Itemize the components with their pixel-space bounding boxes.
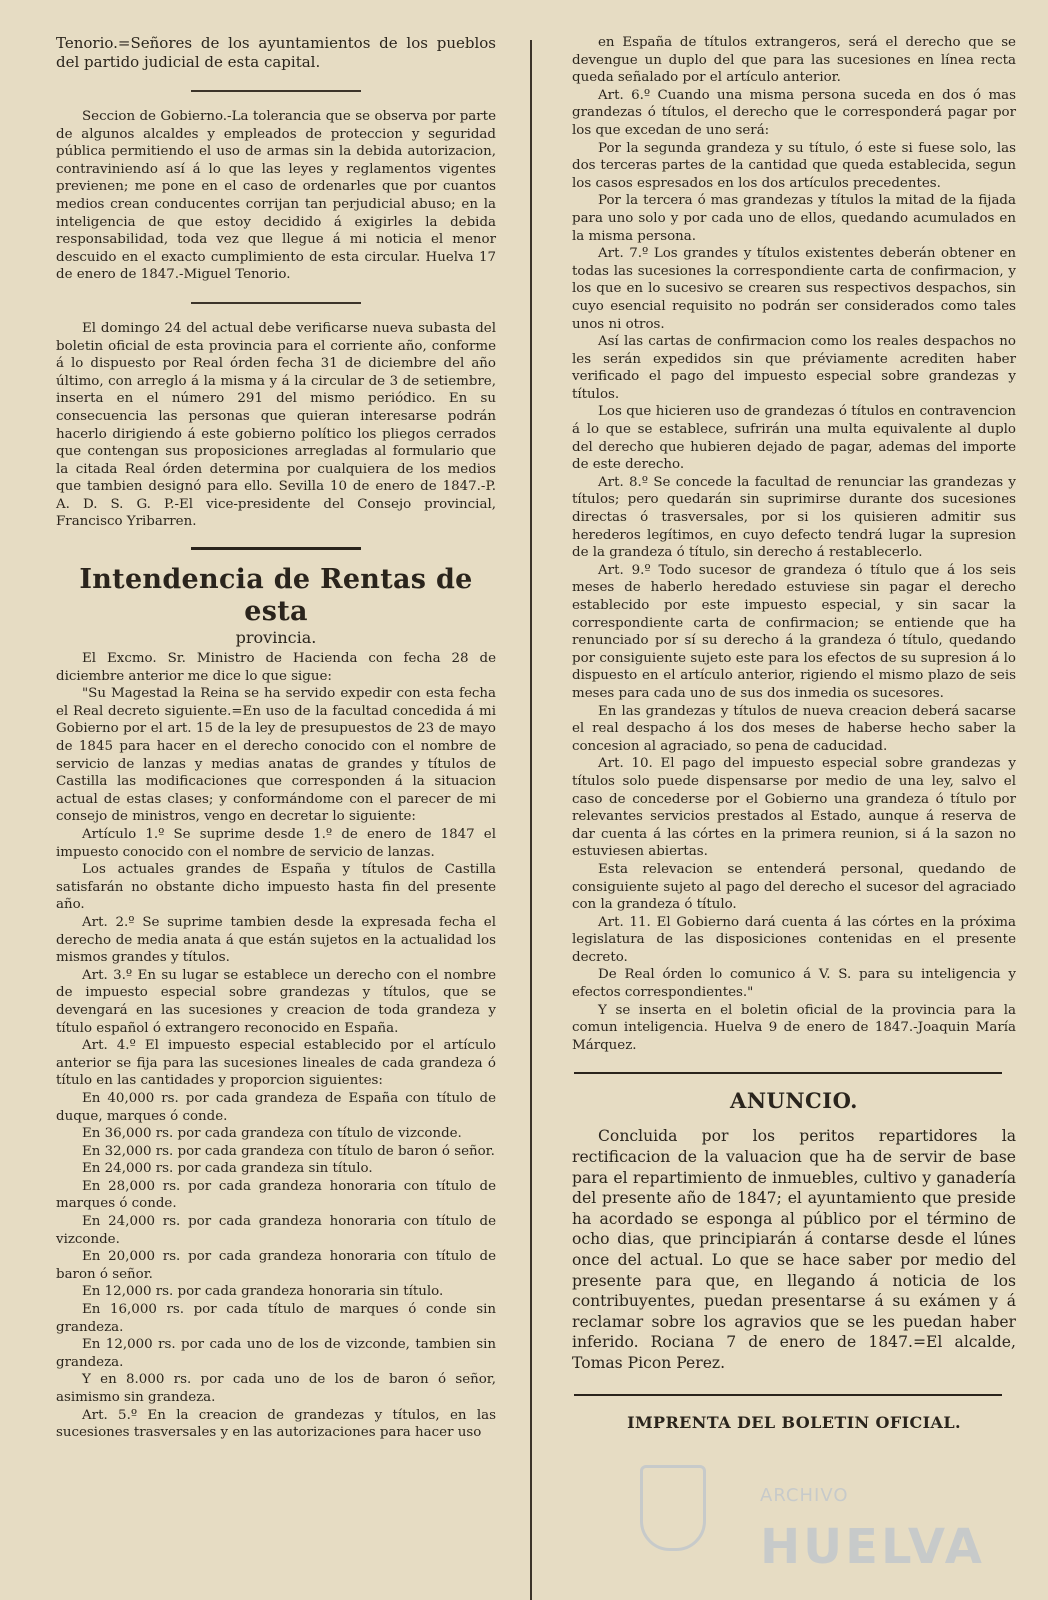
decree-continuation [572, 34, 1016, 1054]
separator-rule [191, 547, 361, 550]
intendencia-title: Intendencia de Rentas de esta [79, 564, 473, 628]
paragraph: Por la segunda grandeza y su título, ó este si fuese solo, las dos terceras partes de la cantidad que queda establecida, segun los casos espresados en los dos artículos precedentes. [572, 140, 1016, 191]
paragraph: En las grandezas y títulos de nueva creacion deberá sacarse el real despacho á los dos meses de haberse hecho saber la concesion al agraciado, so pena de caducidad. [572, 703, 1016, 754]
paragraph: Por la tercera ó mas grandezas y títulos la mitad de la fijada para uno solo y por cada uno de ellos, quedando acumulados en la misma persona. [572, 193, 1016, 244]
paragraph: El Excmo. Sr. Ministro de Hacienda con fecha 28 de diciembre anterior me dice lo que sigue: [56, 651, 496, 684]
paragraph: En 24,000 rs. por cada grandeza sin título. [82, 1161, 373, 1177]
left-column [56, 34, 496, 1580]
paragraph: En 32,000 rs. por cada grandeza con título de baron ó señor. [82, 1143, 495, 1159]
anuncio-text: Concluida por los peritos repartidores la rectificacion de la valuacion que ha de servir de base para el repartimiento de inmuebles, cultivo y ganadería del presente año de 1847; el ayuntamiento que preside ha acordado se esponga al público por el término de ocho dias, que principiarán á contarse desde el lúnes once del actual. Lo que se hace saber por medio del presente para que, en llegando á noticia de los contribuyentes, puedan presentarse á su exámen y á reclamar sobre los agravios que se les puedan haber inferido. Rociana 7 de enero de 1847.=El alcalde, Tomas Picon Perez. [572, 1127, 1016, 1372]
watermark-line2: HUELVA [760, 1519, 985, 1575]
separator-rule [191, 302, 361, 304]
paragraph: En 12,000 rs. por cada uno de los de vizconde, tambien sin grandeza. [56, 1337, 496, 1370]
paragraph: Art. 11. El Gobierno dará cuenta á las córtes en la próxima legislatura de las disposiciones contenidas en el presente decreto. [572, 914, 1016, 965]
paragraph: Art. 6.º Cuando una misma persona suceda en dos ó mas grandezas ó títulos, el derecho que le corresponderá pagar por los que excedan de uno será: [572, 87, 1016, 138]
seccion-gobierno-notice: Seccion de Gobierno.-La tolerancia que se observa por parte de algunos alcaldes y empleados de proteccion y seguridad pública permitiendo el uso de armas sin la debida autorizacion, contraviniendo así á lo que las leyes y reglamentos vigentes previenen; me pone en el caso de ordenarles que por cuantos medios crean conducentes corrijan tan perjudicial abuso; en la inteligencia de que estoy decidido á exigirles la debida responsabilidad, toda vez que llegue á mi noticia el menor descuido en el exacto cumplimiento de esta circular. Huelva 17 de enero de 1847.-Miguel Tenorio. [56, 109, 496, 283]
paragraph: Art. 8.º Se concede la facultad de renunciar las grandezas y títulos; pero quedarán sin suprimirse durante dos sucesiones directas ó trasversales, por si los quisieren admitir sus herederos legítimos, en cuyo defecto tendrá lugar la supresion de la grandeza ó título, sin derecho á restablecerlo. [572, 474, 1016, 561]
separator-rule [574, 1072, 1002, 1074]
imprenta-footer: IMPRENTA DEL BOLETIN OFICIAL. [627, 1412, 961, 1432]
paragraph: Art. 2.º Se suprime tambien desde la expresada fecha el derecho de media anata á que están sujetos en la actualidad los mismos grandes y títulos. [56, 914, 496, 966]
paragraph: En 20,000 rs. por cada grandeza honoraria con título de baron ó señor. [56, 1249, 496, 1282]
separator-rule [191, 90, 361, 92]
tenorio-intro: Tenorio.=Señores de los ayuntamientos de los pueblos del partido judicial de esta capital. [56, 34, 496, 71]
paragraph: Art. 4.º El impuesto especial establecido por el artículo anterior se fija para las sucesiones lineales de cada grandeza ó título en las cantidades y proporcion siguientes: [56, 1038, 496, 1089]
right-column [572, 34, 1016, 1580]
paragraph: En 12,000 rs. por cada grandeza honoraria sin título. [82, 1284, 444, 1300]
decree-paragraphs [56, 650, 496, 1442]
paragraph: En 28,000 rs. por cada grandeza honoraria con título de marques ó conde. [56, 1178, 496, 1212]
column-divider [530, 40, 532, 1600]
paragraph: Art. 3.º En su lugar se establece un derecho con el nombre de impuesto especial sobre grandezas y títulos, que se devengará en las sucesiones y creacion de toda grandeza y título español ó extrangero reconocido en España. [56, 967, 496, 1036]
paragraph: "Su Magestad la Reina se ha servido expedir con esta fecha el Real decreto siguiente.=En uso de la facultad concedida á mi Gobierno por el art. 15 de la ley de presupuestos de 23 de mayo de 1845 para hacer en el derecho conocido con el nombre de servicio de lanzas y medias anatas de grandes y títulos de Castilla las modificaciones que corresponden á la situacion actual de estas clases; y conformándome con el parecer de mi consejo de ministros, vengo en decretar lo siguiente: [56, 686, 496, 825]
paragraph: Artículo 1.º Se suprime desde 1.º de enero de 1847 el impuesto conocido con el nombre de servicio de lanzas. [56, 827, 496, 860]
paragraph: Así las cartas de confirmacion como los reales despachos no les serán expedidos sin que préviamente acrediten haber verificado el pago del impuesto especial sobre grandezas y títulos. [572, 334, 1016, 402]
paragraph: Los actuales grandes de España y títulos de Castilla satisfarán no obstante dicho impuesto hasta fin del presente año. [56, 862, 496, 913]
paragraph: Esta relevacion se entenderá personal, quedando de consiguiente sujeto al pago del derecho el sucesor del agraciado con la grandeza ó título. [572, 861, 1016, 913]
paragraph: En 24,000 rs. por cada grandeza honoraria con título de vizconde. [56, 1214, 496, 1247]
watermark-line1: ARCHIVO [760, 1485, 849, 1506]
separator-rule [574, 1394, 1002, 1396]
paragraph: Art. 10. El pago del impuesto especial sobre grandezas y títulos solo puede dispensarse por medio de una ley, salvo el caso de concederse por el Gobierno una grandeza ó título por relevantes servicios prestados al Estado, aunque á reserva de dar cuenta á las córtes en la primera reunion, si á la sazon no estuviesen abiertas. [572, 756, 1016, 860]
paragraph: De Real órden lo comunico á V. S. para su inteligencia y efectos correspondientes." [572, 967, 1016, 1001]
anuncio-title: ANUNCIO. [730, 1088, 858, 1114]
subasta-notice: El domingo 24 del actual debe verificarse nueva subasta del boletin oficial de esta provincia para el corriente año, conforme á lo dispuesto por Real órden fecha 31 de diciembre del año último, con arreglo á la misma y á la circular de 3 de setiembre, inserta en el número 291 del mismo periódico. En su consecuencia las personas que quieran interesarse podrán hacerlo dirigiendo á este gobierno político los pliegos cerrados que contengan sus proposiciones arregladas al formulario que la citada Real órden determina por cualquiera de los medios que tambien designó para ello. Sevilla 10 de enero de 1847.-P. A. D. S. G. P.-El vice-presidente del Consejo provincial, Francisco Yribarren. [56, 320, 496, 530]
paragraph: Art. 7.º Los grandes y títulos existentes deberán obtener en todas las sucesiones la correspondiente carta de confirmacion, y los que en lo sucesivo se crearen sus respectivos despachos, sin cuyo esencial requisito no podrán ser considerados como tales unos ni otros. [572, 246, 1016, 332]
paragraph: Y se inserta en el boletin oficial de la provincia para la comun inteligencia. Huelva 9 de enero de 1847.-Joaquin María Márquez. [572, 1002, 1016, 1053]
paragraph: en España de títulos extrangeros, será el derecho que se devengue un duplo del que para las sucesiones en línea recta queda señalado por el artículo anterior. [572, 35, 1016, 86]
paragraph: Y en 8.000 rs. por cada uno de los de baron ó señor, asimismo sin grandeza. [56, 1372, 496, 1405]
paragraph: Art. 5.º En la creacion de grandezas y títulos, en las sucesiones trasversales y en las autorizaciones para hacer uso [56, 1407, 496, 1441]
paragraph: En 36,000 rs. por cada grandeza con título de vizconde. [82, 1126, 462, 1142]
paragraph: Art. 9.º Todo sucesor de grandeza ó título que á los seis meses de haberlo heredado estuviese sin pagar el derecho establecido por este impuesto especial, y sin sacar la correspondiente carta de confirmacion; se entiende que ha renunciado por sí su derecho á la grandeza ó título, quedando por consiguiente sujeto este para los efectos de su supresion á lo dispuesto en el artículo anterior, rigiendo el mismo plazo de seis meses para cada uno de sus dos inmedia os sucesores. [572, 562, 1016, 701]
paragraph: En 40,000 rs. por cada grandeza de España con título de duque, marques ó conde. [56, 1090, 496, 1124]
paragraph: Los que hicieren uso de grandezas ó títulos en contravencion á lo que se establece, sufrirán una multa equivalente al duplo del derecho que hubieren dejado de pagar, ademas del importe de este derecho. [572, 404, 1016, 473]
paragraph: En 16,000 rs. por cada título de marques ó conde sin grandeza. [56, 1302, 496, 1335]
intendencia-subtitle: provincia. [235, 628, 317, 648]
